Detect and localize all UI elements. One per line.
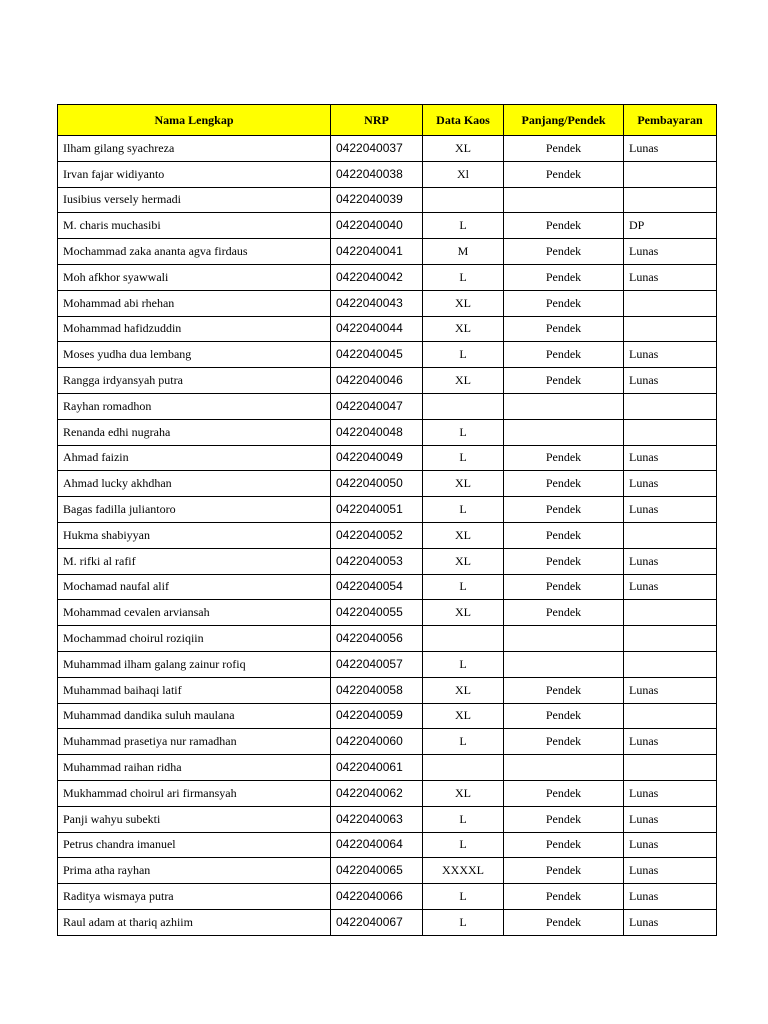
cell-nrp: 0422040061 xyxy=(331,755,423,781)
cell-nrp: 0422040054 xyxy=(331,574,423,600)
table-row xyxy=(58,471,717,497)
cell-data-kaos: XL xyxy=(423,600,504,626)
table-row xyxy=(58,522,717,548)
cell-pembayaran: Lunas xyxy=(624,884,717,910)
header-nrp: NRP xyxy=(331,105,423,136)
cell-pembayaran xyxy=(624,419,717,445)
cell-pembayaran: Lunas xyxy=(624,832,717,858)
cell-nrp: 0422040042 xyxy=(331,264,423,290)
cell-nama-lengkap: Mochamad naufal alif xyxy=(58,574,331,600)
cell-panjang-pendek xyxy=(504,187,624,213)
cell-pembayaran xyxy=(624,600,717,626)
cell-pembayaran xyxy=(624,703,717,729)
cell-data-kaos xyxy=(423,755,504,781)
cell-nrp: 0422040043 xyxy=(331,290,423,316)
cell-data-kaos: XXXXL xyxy=(423,858,504,884)
cell-data-kaos: XL xyxy=(423,677,504,703)
cell-nrp: 0422040055 xyxy=(331,600,423,626)
cell-panjang-pendek: Pendek xyxy=(504,445,624,471)
cell-nrp: 0422040052 xyxy=(331,522,423,548)
cell-data-kaos: L xyxy=(423,264,504,290)
cell-panjang-pendek xyxy=(504,626,624,652)
cell-nrp: 0422040050 xyxy=(331,471,423,497)
table-row xyxy=(58,858,717,884)
cell-nrp: 0422040057 xyxy=(331,651,423,677)
table-row xyxy=(58,574,717,600)
cell-nama-lengkap: Muhammad ilham galang zainur rofiq xyxy=(58,651,331,677)
cell-pembayaran: Lunas xyxy=(624,264,717,290)
cell-pembayaran xyxy=(624,626,717,652)
cell-data-kaos: L xyxy=(423,213,504,239)
cell-panjang-pendek: Pendek xyxy=(504,832,624,858)
table-row xyxy=(58,264,717,290)
table-header xyxy=(58,105,717,136)
cell-panjang-pendek: Pendek xyxy=(504,290,624,316)
table-row xyxy=(58,161,717,187)
cell-pembayaran: Lunas xyxy=(624,497,717,523)
cell-data-kaos: L xyxy=(423,497,504,523)
cell-nama-lengkap: Renanda edhi nugraha xyxy=(58,419,331,445)
cell-nama-lengkap: Muhammad prasetiya nur ramadhan xyxy=(58,729,331,755)
cell-data-kaos xyxy=(423,393,504,419)
table-row xyxy=(58,136,717,162)
table-row xyxy=(58,729,717,755)
cell-pembayaran: Lunas xyxy=(624,548,717,574)
cell-pembayaran: Lunas xyxy=(624,780,717,806)
cell-nrp: 0422040037 xyxy=(331,136,423,162)
cell-data-kaos xyxy=(423,626,504,652)
cell-nrp: 0422040041 xyxy=(331,239,423,265)
table-row xyxy=(58,780,717,806)
cell-nama-lengkap: Ilham gilang syachreza xyxy=(58,136,331,162)
cell-data-kaos: XL xyxy=(423,136,504,162)
cell-nama-lengkap: Ahmad faizin xyxy=(58,445,331,471)
cell-nama-lengkap: Irvan fajar widiyanto xyxy=(58,161,331,187)
cell-nama-lengkap: Moses yudha dua lembang xyxy=(58,342,331,368)
cell-nrp: 0422040044 xyxy=(331,316,423,342)
cell-nama-lengkap: Ahmad lucky akhdhan xyxy=(58,471,331,497)
cell-panjang-pendek: Pendek xyxy=(504,909,624,935)
cell-nrp: 0422040039 xyxy=(331,187,423,213)
cell-data-kaos: L xyxy=(423,574,504,600)
table-row xyxy=(58,213,717,239)
cell-data-kaos: L xyxy=(423,884,504,910)
cell-nrp: 0422040049 xyxy=(331,445,423,471)
table-row xyxy=(58,393,717,419)
cell-pembayaran: Lunas xyxy=(624,729,717,755)
cell-pembayaran xyxy=(624,187,717,213)
cell-panjang-pendek xyxy=(504,419,624,445)
cell-nrp: 0422040058 xyxy=(331,677,423,703)
cell-nrp: 0422040048 xyxy=(331,419,423,445)
cell-nama-lengkap: Mohammad hafidzuddin xyxy=(58,316,331,342)
data-table xyxy=(57,104,717,936)
cell-panjang-pendek: Pendek xyxy=(504,600,624,626)
table-row xyxy=(58,316,717,342)
table-row xyxy=(58,909,717,935)
cell-pembayaran: Lunas xyxy=(624,471,717,497)
cell-nrp: 0422040045 xyxy=(331,342,423,368)
cell-nama-lengkap: Raditya wismaya putra xyxy=(58,884,331,910)
table-row xyxy=(58,239,717,265)
cell-nama-lengkap: Panji wahyu subekti xyxy=(58,806,331,832)
cell-nama-lengkap: Iusibius versely hermadi xyxy=(58,187,331,213)
cell-nama-lengkap: Mochammad choirul roziqiin xyxy=(58,626,331,652)
cell-pembayaran xyxy=(624,651,717,677)
cell-pembayaran: Lunas xyxy=(624,136,717,162)
table-row xyxy=(58,806,717,832)
table-row xyxy=(58,187,717,213)
cell-panjang-pendek: Pendek xyxy=(504,729,624,755)
cell-panjang-pendek: Pendek xyxy=(504,806,624,832)
cell-data-kaos: L xyxy=(423,445,504,471)
cell-data-kaos: XL xyxy=(423,368,504,394)
cell-nrp: 0422040065 xyxy=(331,858,423,884)
cell-pembayaran: Lunas xyxy=(624,574,717,600)
header-data-kaos: Data Kaos xyxy=(423,105,504,136)
cell-nama-lengkap: Hukma shabiyyan xyxy=(58,522,331,548)
cell-panjang-pendek: Pendek xyxy=(504,522,624,548)
cell-nama-lengkap: Mohammad abi rhehan xyxy=(58,290,331,316)
cell-nama-lengkap: Moh afkhor syawwali xyxy=(58,264,331,290)
table-row xyxy=(58,651,717,677)
cell-data-kaos: M xyxy=(423,239,504,265)
table-row xyxy=(58,290,717,316)
table-row xyxy=(58,832,717,858)
cell-pembayaran: Lunas xyxy=(624,368,717,394)
cell-pembayaran xyxy=(624,290,717,316)
cell-nrp: 0422040047 xyxy=(331,393,423,419)
table-row xyxy=(58,342,717,368)
cell-nama-lengkap: Rangga irdyansyah putra xyxy=(58,368,331,394)
cell-data-kaos: XL xyxy=(423,703,504,729)
cell-data-kaos: Xl xyxy=(423,161,504,187)
cell-panjang-pendek: Pendek xyxy=(504,264,624,290)
cell-nrp: 0422040067 xyxy=(331,909,423,935)
cell-pembayaran xyxy=(624,316,717,342)
cell-panjang-pendek: Pendek xyxy=(504,858,624,884)
cell-nrp: 0422040053 xyxy=(331,548,423,574)
cell-data-kaos: XL xyxy=(423,471,504,497)
cell-data-kaos: L xyxy=(423,806,504,832)
header-panjang-pendek: Panjang/Pendek xyxy=(504,105,624,136)
cell-data-kaos: L xyxy=(423,651,504,677)
cell-nama-lengkap: M. charis muchasibi xyxy=(58,213,331,239)
table-row xyxy=(58,703,717,729)
cell-panjang-pendek: Pendek xyxy=(504,780,624,806)
table-row xyxy=(58,445,717,471)
table-row xyxy=(58,368,717,394)
table-row xyxy=(58,419,717,445)
cell-panjang-pendek: Pendek xyxy=(504,471,624,497)
cell-nrp: 0422040059 xyxy=(331,703,423,729)
table-body xyxy=(58,136,717,936)
cell-pembayaran: Lunas xyxy=(624,239,717,265)
cell-panjang-pendek: Pendek xyxy=(504,548,624,574)
cell-data-kaos: L xyxy=(423,342,504,368)
cell-pembayaran: Lunas xyxy=(624,806,717,832)
cell-data-kaos: XL xyxy=(423,780,504,806)
cell-pembayaran: Lunas xyxy=(624,342,717,368)
cell-data-kaos xyxy=(423,187,504,213)
cell-data-kaos: L xyxy=(423,832,504,858)
cell-panjang-pendek: Pendek xyxy=(504,161,624,187)
cell-nama-lengkap: Raul adam at thariq azhiim xyxy=(58,909,331,935)
table-row xyxy=(58,755,717,781)
cell-nama-lengkap: Bagas fadilla juliantoro xyxy=(58,497,331,523)
cell-panjang-pendek: Pendek xyxy=(504,703,624,729)
cell-nrp: 0422040038 xyxy=(331,161,423,187)
cell-nrp: 0422040063 xyxy=(331,806,423,832)
cell-pembayaran xyxy=(624,393,717,419)
cell-nrp: 0422040066 xyxy=(331,884,423,910)
cell-data-kaos: L xyxy=(423,909,504,935)
cell-pembayaran xyxy=(624,161,717,187)
cell-pembayaran xyxy=(624,522,717,548)
cell-nrp: 0422040060 xyxy=(331,729,423,755)
table-row xyxy=(58,884,717,910)
cell-panjang-pendek xyxy=(504,755,624,781)
cell-nama-lengkap: Mukhammad choirul ari firmansyah xyxy=(58,780,331,806)
table-row xyxy=(58,548,717,574)
cell-nrp: 0422040040 xyxy=(331,213,423,239)
cell-panjang-pendek xyxy=(504,393,624,419)
cell-data-kaos: XL xyxy=(423,548,504,574)
cell-panjang-pendek: Pendek xyxy=(504,213,624,239)
cell-pembayaran: Lunas xyxy=(624,858,717,884)
cell-nama-lengkap: Prima atha rayhan xyxy=(58,858,331,884)
cell-data-kaos: XL xyxy=(423,522,504,548)
cell-pembayaran: Lunas xyxy=(624,909,717,935)
cell-nrp: 0422040062 xyxy=(331,780,423,806)
table-row xyxy=(58,677,717,703)
table-row xyxy=(58,497,717,523)
cell-nama-lengkap: Mochammad zaka ananta agva firdaus xyxy=(58,239,331,265)
cell-panjang-pendek: Pendek xyxy=(504,239,624,265)
cell-pembayaran: Lunas xyxy=(624,677,717,703)
cell-nrp: 0422040064 xyxy=(331,832,423,858)
cell-nama-lengkap: Petrus chandra imanuel xyxy=(58,832,331,858)
cell-data-kaos: L xyxy=(423,729,504,755)
cell-nrp: 0422040046 xyxy=(331,368,423,394)
header-nama-lengkap: Nama Lengkap xyxy=(58,105,331,136)
table-row xyxy=(58,626,717,652)
header-pembayaran: Pembayaran xyxy=(624,105,717,136)
cell-panjang-pendek: Pendek xyxy=(504,342,624,368)
cell-data-kaos: XL xyxy=(423,290,504,316)
cell-panjang-pendek: Pendek xyxy=(504,316,624,342)
cell-nama-lengkap: Muhammad raihan ridha xyxy=(58,755,331,781)
cell-nama-lengkap: Rayhan romadhon xyxy=(58,393,331,419)
cell-data-kaos: L xyxy=(423,419,504,445)
cell-panjang-pendek: Pendek xyxy=(504,497,624,523)
cell-nama-lengkap: Muhammad dandika suluh maulana xyxy=(58,703,331,729)
cell-panjang-pendek xyxy=(504,651,624,677)
cell-pembayaran: Lunas xyxy=(624,445,717,471)
header-row xyxy=(58,105,717,136)
cell-pembayaran xyxy=(624,755,717,781)
cell-panjang-pendek: Pendek xyxy=(504,136,624,162)
cell-nama-lengkap: M. rifki al rafif xyxy=(58,548,331,574)
cell-pembayaran: DP xyxy=(624,213,717,239)
cell-nama-lengkap: Mohammad cevalen arviansah xyxy=(58,600,331,626)
cell-panjang-pendek: Pendek xyxy=(504,884,624,910)
cell-nama-lengkap: Muhammad baihaqi latif xyxy=(58,677,331,703)
cell-panjang-pendek: Pendek xyxy=(504,574,624,600)
cell-panjang-pendek: Pendek xyxy=(504,368,624,394)
table-row xyxy=(58,600,717,626)
cell-data-kaos: XL xyxy=(423,316,504,342)
cell-nrp: 0422040056 xyxy=(331,626,423,652)
cell-panjang-pendek: Pendek xyxy=(504,677,624,703)
cell-nrp: 0422040051 xyxy=(331,497,423,523)
